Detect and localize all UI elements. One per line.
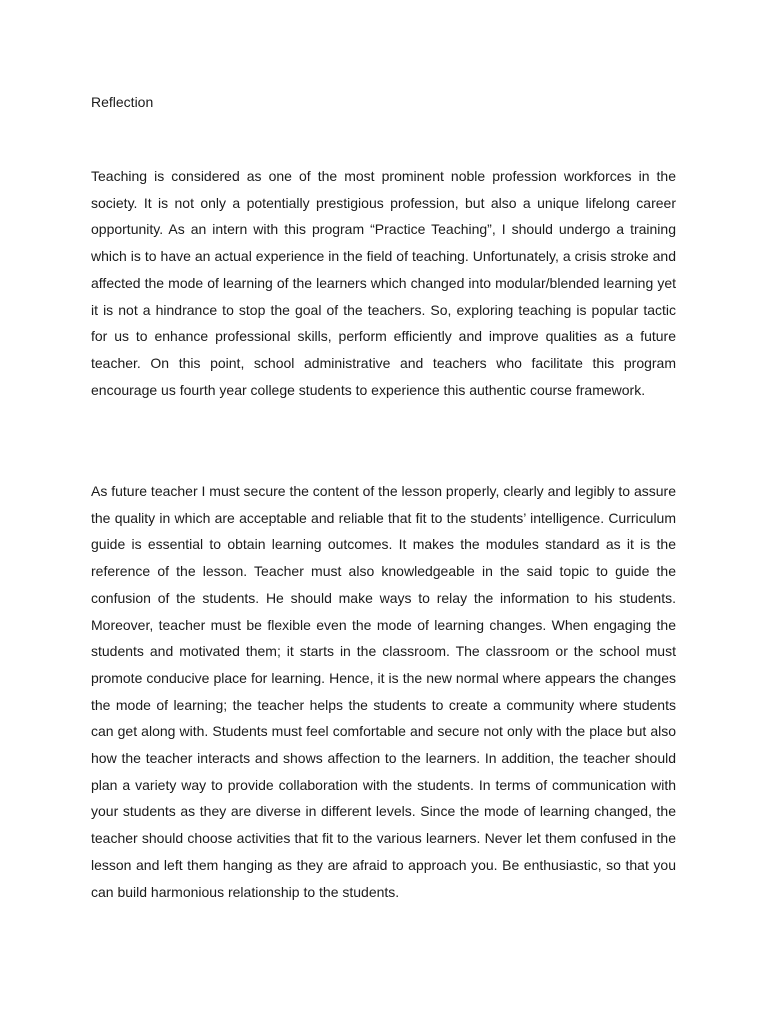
document-title: Reflection (91, 94, 154, 110)
paragraph: As future teacher I must secure the content of the lesson properly, clearly and legibly to assure the quality in which are acceptable and reliable that fit to the students’ intelligence. Curriculum guide is essential to obtain learning outcomes. It makes the modules standard as it is the reference of the lesson. Teacher must also knowledgeable in the said topic to guide the confusion of the students. He should make ways to relay the information to his students. Moreover, teacher must be flexible even the mode of learning changes. When engaging the students and motivated them; it starts in the classroom. The classroom or the school must promote conducive place for learning. Hence, it is the new normal where appears the changes the mode of learning; the teacher helps the students to create a community where students can get along with. Students must feel comfortable and secure not only with the place but also how the teacher interacts and shows affection to the learners. In addition, the teacher should plan a variety way to provide collaboration with the students. In terms of communication with your students as they are diverse in different levels. Since the mode of learning changed, the teacher should choose activities that fit to the various learners. Never let them confused in the lesson and left them hanging as they are afraid to approach you. Be enthusiastic, so that you can build harmonious relationship to the students. (91, 483, 676, 900)
paragraph: Teaching is considered as one of the most prominent noble profession workforces in the society. It is not only a potentially prestigious profession, but also a unique lifelong career opportunity. As an intern with this program “Practice Teaching”, I should undergo a training which is to have an actual experience in the field of teaching. Unfortunately, a crisis stroke and affected the mode of learning of the learners which changed into modular/blended learning yet it is not a hindrance to stop the goal of the teachers. So, exploring teaching is popular tactic for us to enhance professional skills, perform efficiently and improve qualities as a future teacher. On this point, school administrative and teachers who facilitate this program encourage us fourth year college students to experience this authentic course framework. (91, 168, 676, 398)
